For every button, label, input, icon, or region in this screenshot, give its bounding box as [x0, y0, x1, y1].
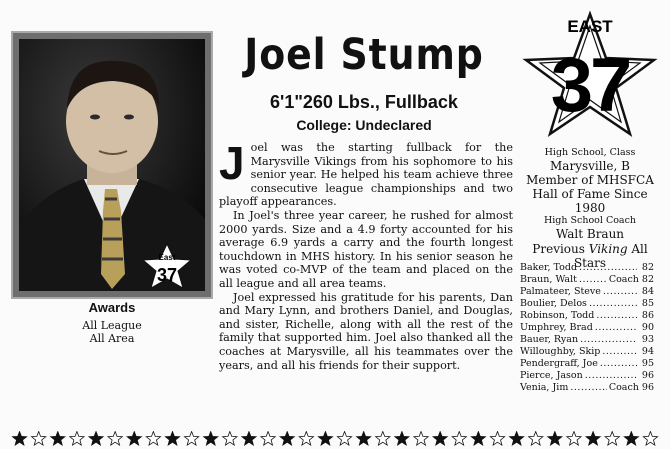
- list-item: Braun, Walt ..... Coach 82: [520, 274, 654, 286]
- hs-value: Marysville, B: [550, 159, 630, 173]
- member-line: Member of MHSFCA: [526, 173, 654, 187]
- star-icon: [452, 432, 466, 446]
- coach-value: Walt Braun: [555, 227, 625, 241]
- list-item: Palmateer, Steve ..... 84: [520, 286, 654, 298]
- star-icon: [242, 432, 256, 446]
- star-border: [10, 431, 660, 447]
- list-item: Umphrey, Brad ..... 90: [520, 322, 654, 334]
- drop-cap: J: [219, 137, 245, 189]
- star-icon: [12, 432, 26, 446]
- bio-paragraph: Joel expressed his gratitude for his parents, Dan and Mary Lynn, and brothers Daniel, and Douglas, and sister, Richelle, along with all the rest of the family that supported him. Joel also thanked all the coaches at Marysville, all his teammates over the years, and all his friends for their support.: [219, 290, 513, 372]
- star-icon: [337, 432, 351, 446]
- bio-paragraph: In Joel's three year career, he rushed for almost 2000 yards. Size and a 4.9 forty accounted for his average 6.9 yards a carry and the fourth longest touchdown in MHS history. In his senior season he was voted co-MVP of the team and placed on the all league and all area teams.: [219, 208, 513, 290]
- star-icon: [146, 432, 160, 446]
- star-icon: [643, 432, 657, 446]
- star-icon: [127, 432, 141, 446]
- hof-line: Hall of Fame Since 1980: [532, 187, 648, 215]
- list-item: Pierce, Jason ..... 96: [520, 370, 654, 382]
- biography: [219, 137, 513, 372]
- star-icon: [376, 432, 390, 446]
- star-icon: [318, 432, 332, 446]
- star-icon: [471, 432, 485, 446]
- player-college: College: Undeclared: [296, 117, 432, 133]
- star-icon: [414, 432, 428, 446]
- star-icon: [299, 432, 313, 446]
- star-icon: [70, 432, 84, 446]
- list-item: Venia, Jim ..... Coach 96: [520, 382, 654, 394]
- player-photo: [13, 33, 211, 297]
- school-info: [520, 147, 660, 270]
- star-icon: [567, 432, 581, 446]
- star-icon: [51, 432, 65, 446]
- star-icon: [395, 432, 409, 446]
- star-icon: [548, 432, 562, 446]
- star-icon: [184, 432, 198, 446]
- star-icon: [108, 432, 122, 446]
- bio-paragraph: Joel was the starting fullback for the Marysville Vikings from his sophomore to his senior year. He helped his team achieve three consecutive league championships and two playoff appearances.: [219, 137, 513, 209]
- star-icon: [586, 432, 600, 446]
- award-item: All League: [82, 319, 142, 332]
- list-item: Pendergraff, Joe ..... 95: [520, 358, 654, 370]
- star-icon: [624, 432, 638, 446]
- list-item: Boulier, Delos ..... 85: [520, 298, 654, 310]
- star-icon: [89, 432, 103, 446]
- list-item: Baker, Todd ..... 82: [520, 262, 654, 274]
- star-icon: [605, 432, 619, 446]
- star-icon: [204, 432, 218, 446]
- star-icon: [261, 432, 275, 446]
- previous-all-stars-list: [520, 262, 654, 394]
- east-37-logo-icon: [520, 8, 660, 143]
- star-icon: [490, 432, 504, 446]
- hs-label: High School, Class: [544, 147, 636, 158]
- player-name: Joel Stump: [244, 30, 484, 80]
- award-item: All Area: [89, 332, 135, 345]
- star-icon: [280, 432, 294, 446]
- star-icon: [509, 432, 523, 446]
- badge-team: East: [158, 253, 176, 262]
- star-icon: [357, 432, 371, 446]
- star-icon: [433, 432, 447, 446]
- star-icon: [223, 432, 237, 446]
- player-measurements: 6'1"260 Lbs., Fullback: [270, 92, 458, 112]
- star-icon: [32, 432, 46, 446]
- logo-team: EAST: [567, 17, 613, 36]
- list-item: Willoughby, Skip ..... 94: [520, 346, 654, 358]
- logo-number: 37: [550, 43, 630, 128]
- coach-label: High School Coach: [543, 215, 637, 226]
- list-item: Robinson, Todd ..... 86: [520, 310, 654, 322]
- list-item: Bauer, Ryan ..... 93: [520, 334, 654, 346]
- awards-section: [13, 300, 211, 345]
- star-icon: [165, 432, 179, 446]
- previous-all-stars-title: Previous Viking All Stars: [532, 242, 648, 270]
- star-icon: [529, 432, 543, 446]
- badge-number: 37: [156, 265, 178, 285]
- awards-title: Awards: [88, 300, 136, 315]
